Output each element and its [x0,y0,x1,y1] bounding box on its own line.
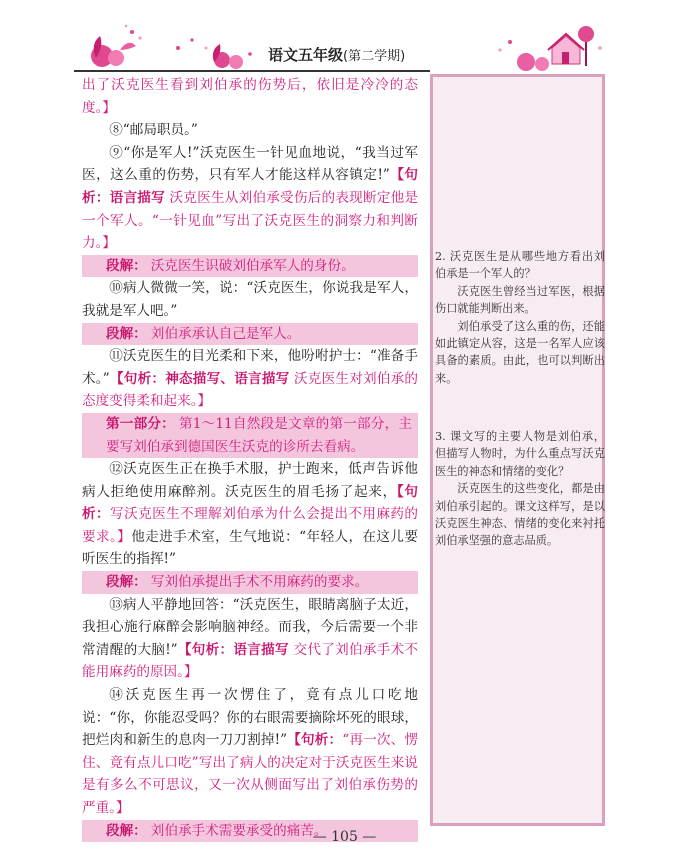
book-title-main: 语文五年级 [268,46,344,64]
sentence-analysis-tag: 【句析： [82,483,418,523]
answer-3: 沃克医生的这些变化，都是由刘伯承引起的。课文这样写，是以沃克医生神态、情绪的变化来衬托刘伯承坚强的意志品质。 [435,482,605,548]
book-title [268,44,405,65]
answer-2-part-2: 刘伯承受了这么重的伤，还能如此镇定从容，这是一名军人应该具备的素质。由此，也可以判断出来。 [435,319,605,385]
part-summary-text: 第1～11自然段是文章的第一部分，主要写刘伯承到德国医生沃克的诊所去看病。 [106,415,412,455]
paragraph-summary-text: 写刘伯承提出手术不用麻药的要求。 [150,574,369,591]
page-number: — 105 — [312,829,377,845]
sentence-analysis-note: “再一次、愣住、竟有点儿口吃”写出了病人的决定对于沃克医生来说是有多么不可思议，又一次从侧面写出了刘伯承伤势的严重。】 [82,732,418,816]
paragraph-summary-text: 刘伯承承认自己是军人。 [150,325,301,342]
question-3-block [435,428,605,550]
sentence-analysis-note: 沃克医生从刘伯承受伤后的表现断定他是一个军人。“一针见血”写出了沃克医生的洞察力和判断力。】 [82,189,419,252]
paragraph-summary-tag: 段解： [106,257,147,274]
question-2: 2. 沃克医生是从哪些地方看出刘伯承是一个军人的？ [435,250,605,281]
paragraph-summary-text: 沃克医生识破刘伯承军人的身份。 [150,257,355,274]
paragraph-9-text: ⑨“你是军人!”沃克医生一针见血地说，“我当过军医，这么重的伤势，只有军人才能这样从容镇定!” [82,144,418,184]
paragraph-summary [82,571,418,594]
paragraph-12-text-b: 他走进手术室，生气地说：“年轻人，在这儿要听医生的指挥!” [82,528,419,568]
main-text-column [82,74,418,842]
sentence-analysis-tag: 【句析：神态描写、语言描写 [109,370,290,387]
paragraph-14-text: ⑭沃克医生再一次愣住了，竟有点儿口吃地说：“你，你能忍受吗？你的右眼需要摘除坏死的眼球，把烂肉和新生的息肉一刀刀割掉!” [82,687,418,749]
paragraph-14 [82,684,418,820]
paragraph-summary-tag: 段解： [106,325,147,342]
paragraph-summary [82,323,418,346]
continued-analysis: 出了沃克医生看到刘伯承的伤势后，依旧是冷冷的态度。】 [82,77,418,116]
paragraph-summary-tag: 段解： [106,822,147,839]
answer-2-part-1: 沃克医生曾经当过军医，根据伤口就能判断出来。 [435,284,605,316]
sentence-analysis-note: 交代了刘伯承手术不能用麻药的原因。】 [82,641,419,681]
sentence-analysis-note: 写沃克医生不理解刘伯承为什么会提出不用麻药的要求。】 [82,506,419,545]
paragraph-summary-text: 刘伯承手术需要承受的痛苦。 [150,822,328,839]
book-title-semester: (第二学期) [343,49,406,64]
paragraph-8: ⑧“邮局职员。” [109,122,198,139]
sentence-analysis-tag: 【句析：语言描写 [82,167,418,206]
paragraph-13 [82,594,418,684]
paragraph-13-text: ⑬病人平静地回答：“沃克医生，眼睛离脑子太近，我担心施行麻醉会影响脑神经。而我，今后需要一个非常清醒的大脑!” [82,596,418,658]
sentence-analysis-tag: 【句析： [287,732,343,749]
question-2-block [435,248,605,387]
paragraph-summary [82,255,418,278]
part-summary [82,413,418,458]
sentence-analysis-note: 沃克医生对刘伯承的态度变得柔和起来。】 [82,370,419,410]
paragraph-11-text: ⑪沃克医生的目光柔和下来，他吩咐护士：“准备手术。” [82,348,418,387]
sentence-analysis-tag: 【句析：语言描写 [177,641,289,658]
question-3: 3. 课文写的主要人物是刘伯承，但描写人物时，为什么重点写沃克医生的神态和情绪的变化？ [435,430,605,478]
paragraph-summary-tag: 段解： [106,574,147,591]
paragraph-12-text-a: ⑫沃克医生正在换手术服，护士跑来，低声告诉他病人拒绝使用麻醉剂。沃克医生的眉毛扬了起来， [82,461,418,500]
part-summary-tag: 第一部分： [106,415,175,432]
paragraph-9 [82,142,418,255]
paragraph-12 [82,458,418,571]
paragraph-10: ⑩病人微微一笑，说：“沃克医生，你说我是军人，我就是军人吧。” [82,280,418,319]
header-rule [74,70,430,72]
paragraph-11 [82,345,418,413]
